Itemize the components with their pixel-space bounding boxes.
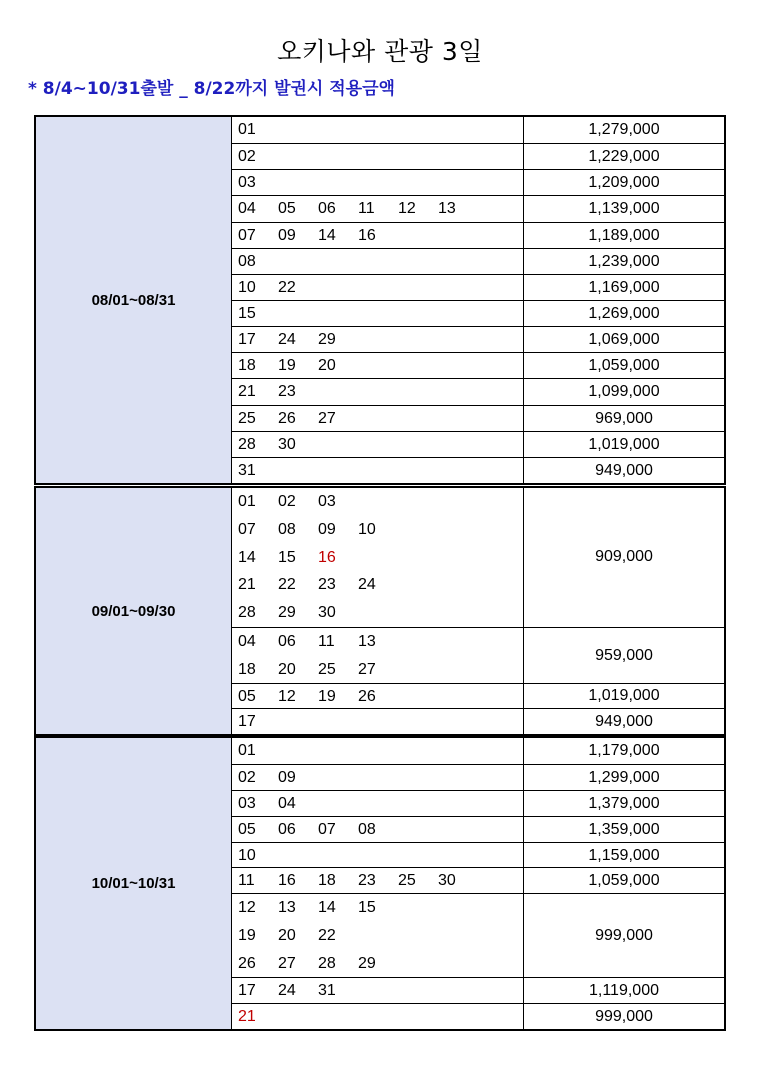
day-line — [238, 894, 523, 922]
departure-day: 09 — [318, 520, 336, 538]
departure-day: 11 — [318, 632, 335, 650]
departure-day: 16 — [318, 548, 336, 566]
price-cell: 999,000 — [595, 927, 653, 945]
day-line — [238, 223, 523, 249]
departure-day: 17 — [238, 331, 256, 349]
departure-day: 15 — [358, 899, 376, 917]
table-section — [34, 115, 726, 485]
departure-day: 23 — [318, 576, 336, 594]
day-line — [238, 950, 523, 978]
departure-day: 06 — [278, 820, 296, 838]
departure-day: 18 — [238, 357, 256, 375]
table-row — [232, 195, 724, 222]
departure-days-cell — [232, 843, 524, 869]
departure-day: 26 — [238, 955, 256, 973]
departure-day: 17 — [238, 982, 256, 1000]
price-cell: 1,179,000 — [588, 741, 660, 759]
table-row — [232, 169, 724, 196]
departure-day: 11 — [358, 200, 375, 218]
departure-days-cell — [232, 406, 524, 432]
table-row — [232, 977, 724, 1004]
section-rows — [232, 488, 724, 734]
departure-days-cell — [232, 432, 524, 458]
departure-days-cell — [232, 223, 524, 249]
day-line — [238, 406, 523, 432]
departure-day: 29 — [278, 604, 296, 622]
day-line — [238, 275, 523, 301]
departure-day: 27 — [358, 660, 376, 678]
departure-days-cell — [232, 144, 524, 170]
day-line — [238, 791, 523, 817]
table-row — [232, 627, 724, 684]
departure-days-cell — [232, 684, 524, 710]
departure-day: 22 — [318, 927, 336, 945]
departure-days-cell — [232, 765, 524, 791]
departure-day: 04 — [238, 632, 256, 650]
price-cell: 1,189,000 — [588, 226, 660, 244]
table-row — [232, 222, 724, 249]
day-line — [238, 301, 523, 327]
departure-day: 14 — [318, 899, 336, 917]
table-row — [232, 431, 724, 458]
day-line — [238, 922, 523, 950]
departure-day: 24 — [278, 331, 296, 349]
departure-day: 06 — [318, 200, 336, 218]
table-row — [232, 352, 724, 379]
departure-day: 09 — [278, 768, 296, 786]
departure-days-cell — [232, 170, 524, 196]
day-line — [238, 544, 523, 572]
table-row — [232, 248, 724, 275]
price-cell: 1,019,000 — [588, 687, 660, 705]
departure-days-cell — [232, 327, 524, 353]
departure-day: 20 — [278, 927, 296, 945]
table-row — [232, 790, 724, 817]
departure-day: 30 — [278, 435, 296, 453]
section-rows — [232, 117, 724, 483]
departure-day: 07 — [238, 520, 256, 538]
departure-day: 28 — [318, 955, 336, 973]
departure-day: 13 — [358, 632, 376, 650]
departure-day: 21 — [238, 1008, 256, 1026]
departure-days-cell — [232, 894, 524, 978]
departure-days-cell — [232, 275, 524, 301]
departure-days-cell — [232, 791, 524, 817]
price-cell: 1,299,000 — [588, 768, 660, 786]
departure-day: 08 — [278, 520, 296, 538]
day-line — [238, 488, 523, 516]
departure-day: 09 — [278, 226, 296, 244]
price-cell: 949,000 — [595, 461, 653, 479]
day-line — [238, 817, 523, 843]
day-line — [238, 571, 523, 599]
departure-days-cell — [232, 353, 524, 379]
table-row — [232, 117, 724, 143]
table-row — [232, 326, 724, 353]
day-line — [238, 765, 523, 791]
departure-day: 20 — [318, 357, 336, 375]
day-line — [238, 1004, 523, 1030]
departure-day: 06 — [278, 632, 296, 650]
departure-days-cell — [232, 709, 524, 735]
departure-day: 02 — [278, 493, 296, 510]
departure-day: 22 — [278, 278, 296, 296]
departure-day: 01 — [238, 493, 256, 510]
departure-days-cell — [232, 817, 524, 843]
departure-days-cell — [232, 301, 524, 327]
departure-day: 16 — [278, 872, 296, 890]
departure-day: 28 — [238, 604, 256, 622]
departure-days-cell — [232, 458, 524, 484]
departure-day: 02 — [238, 768, 256, 786]
departure-day: 26 — [358, 687, 376, 705]
price-cell: 1,209,000 — [588, 174, 660, 192]
table-row — [232, 488, 724, 627]
day-line — [238, 656, 523, 684]
departure-day: 24 — [278, 982, 296, 1000]
price-cell: 1,239,000 — [588, 252, 660, 270]
departure-day: 11 — [238, 872, 255, 890]
departure-day: 21 — [238, 576, 256, 594]
departure-day: 18 — [318, 872, 336, 890]
departure-day: 24 — [358, 576, 376, 594]
departure-day: 19 — [278, 357, 296, 375]
departure-days-cell — [232, 117, 524, 143]
price-cell: 1,059,000 — [588, 872, 660, 890]
departure-day: 15 — [238, 305, 256, 322]
departure-day: 01 — [238, 121, 256, 138]
price-cell: 1,069,000 — [588, 331, 660, 349]
table-row — [232, 816, 724, 843]
table-row — [232, 867, 724, 894]
departure-day: 31 — [318, 982, 336, 1000]
table-row — [232, 143, 724, 170]
table-section — [34, 486, 726, 736]
day-line — [238, 516, 523, 544]
departure-day: 05 — [238, 687, 256, 705]
departure-day: 18 — [238, 660, 256, 678]
day-line — [238, 327, 523, 353]
departure-days-cell — [232, 196, 524, 222]
price-cell: 1,119,000 — [589, 982, 659, 1000]
departure-day: 27 — [318, 409, 336, 427]
departure-days-cell — [232, 628, 524, 684]
departure-day: 01 — [238, 742, 256, 759]
price-cell: 959,000 — [595, 646, 653, 664]
day-line — [238, 978, 523, 1004]
departure-day: 04 — [238, 200, 256, 218]
departure-day: 08 — [238, 252, 256, 270]
departure-day: 19 — [238, 927, 256, 945]
table-row — [232, 300, 724, 327]
table-row — [232, 683, 724, 710]
table-row — [232, 842, 724, 869]
table-row — [232, 893, 724, 978]
departure-days-cell — [232, 488, 524, 627]
day-line — [238, 432, 523, 458]
price-cell: 969,000 — [595, 409, 653, 427]
table-row — [232, 405, 724, 432]
departure-day: 12 — [278, 687, 296, 705]
price-cell: 1,099,000 — [588, 383, 660, 401]
departure-day: 07 — [318, 820, 336, 838]
departure-day: 14 — [318, 226, 336, 244]
day-line — [238, 628, 523, 656]
section-rows — [232, 738, 724, 1029]
departure-day: 02 — [238, 148, 256, 166]
price-cell: 1,279,000 — [588, 121, 660, 139]
departure-day: 22 — [278, 576, 296, 594]
departure-day: 19 — [318, 687, 336, 705]
departure-day: 31 — [238, 461, 256, 479]
departure-day: 13 — [438, 200, 456, 218]
departure-day: 21 — [238, 383, 256, 401]
departure-day: 12 — [238, 899, 256, 917]
departure-days-cell — [232, 249, 524, 275]
departure-day: 08 — [358, 820, 376, 838]
departure-day: 10 — [238, 846, 256, 864]
departure-days-cell — [232, 978, 524, 1004]
day-line — [238, 379, 523, 405]
price-cell: 909,000 — [595, 548, 653, 566]
departure-day: 30 — [438, 872, 456, 890]
departure-day: 03 — [318, 493, 336, 510]
price-cell: 1,169,000 — [588, 278, 660, 296]
day-line — [238, 709, 523, 735]
departure-day: 15 — [278, 548, 296, 566]
departure-days-cell — [232, 738, 524, 764]
day-line — [238, 599, 523, 627]
table-row — [232, 764, 724, 791]
departure-day: 30 — [318, 604, 336, 622]
table-row — [232, 708, 724, 735]
departure-day: 25 — [398, 872, 416, 890]
table-section — [34, 736, 726, 1031]
day-line — [238, 684, 523, 710]
price-cell: 1,139,000 — [588, 200, 660, 218]
price-cell: 949,000 — [595, 713, 653, 731]
day-line — [238, 738, 523, 764]
departure-day: 29 — [358, 955, 376, 973]
price-cell: 999,000 — [595, 1008, 653, 1026]
day-line — [238, 843, 523, 869]
departure-day: 13 — [278, 899, 296, 917]
departure-day: 03 — [238, 174, 256, 192]
departure-day: 03 — [238, 794, 256, 812]
page-title: 오키나와 관광 3일 — [277, 37, 483, 66]
departure-days-cell — [232, 379, 524, 405]
departure-day: 28 — [238, 435, 256, 453]
day-line — [238, 353, 523, 379]
day-line — [238, 249, 523, 275]
departure-days-cell — [232, 868, 524, 894]
departure-day: 23 — [278, 383, 296, 401]
section-date-range: 10/01~10/31 — [36, 738, 232, 1029]
section-date-range: 08/01~08/31 — [36, 117, 232, 483]
departure-day: 12 — [398, 200, 416, 218]
departure-day: 29 — [318, 331, 336, 349]
table-row — [232, 738, 724, 764]
departure-day: 14 — [238, 548, 256, 566]
departure-day: 17 — [238, 713, 256, 731]
day-line — [238, 170, 523, 196]
price-cell: 1,359,000 — [588, 820, 660, 838]
day-line — [238, 144, 523, 170]
departure-day: 07 — [238, 226, 256, 244]
departure-day: 25 — [318, 660, 336, 678]
departure-day: 04 — [278, 794, 296, 812]
departure-day: 26 — [278, 409, 296, 427]
section-date-range: 09/01~09/30 — [36, 488, 232, 734]
day-line — [238, 117, 523, 143]
page-subtitle: * 8/4~10/31출발 _ 8/22까지 발권시 적용금액 — [28, 79, 395, 99]
day-line — [238, 196, 523, 222]
departure-day: 25 — [238, 409, 256, 427]
price-cell: 1,379,000 — [588, 794, 660, 812]
day-line — [238, 868, 523, 894]
departure-day: 16 — [358, 226, 376, 244]
departure-day: 27 — [278, 955, 296, 973]
departure-day: 23 — [358, 872, 376, 890]
price-cell: 1,269,000 — [588, 305, 660, 323]
table-row — [232, 378, 724, 405]
departure-days-cell — [232, 1004, 524, 1030]
departure-day: 10 — [238, 278, 256, 296]
table-row — [232, 274, 724, 301]
departure-day: 10 — [358, 520, 376, 538]
departure-day: 20 — [278, 660, 296, 678]
price-cell: 1,059,000 — [588, 357, 660, 375]
table-row — [232, 457, 724, 484]
price-cell: 1,229,000 — [588, 148, 660, 166]
departure-day: 05 — [238, 820, 256, 838]
table-row — [232, 1003, 724, 1030]
price-cell: 1,159,000 — [588, 846, 660, 864]
departure-day: 05 — [278, 200, 296, 218]
price-cell: 1,019,000 — [588, 435, 660, 453]
day-line — [238, 458, 523, 484]
